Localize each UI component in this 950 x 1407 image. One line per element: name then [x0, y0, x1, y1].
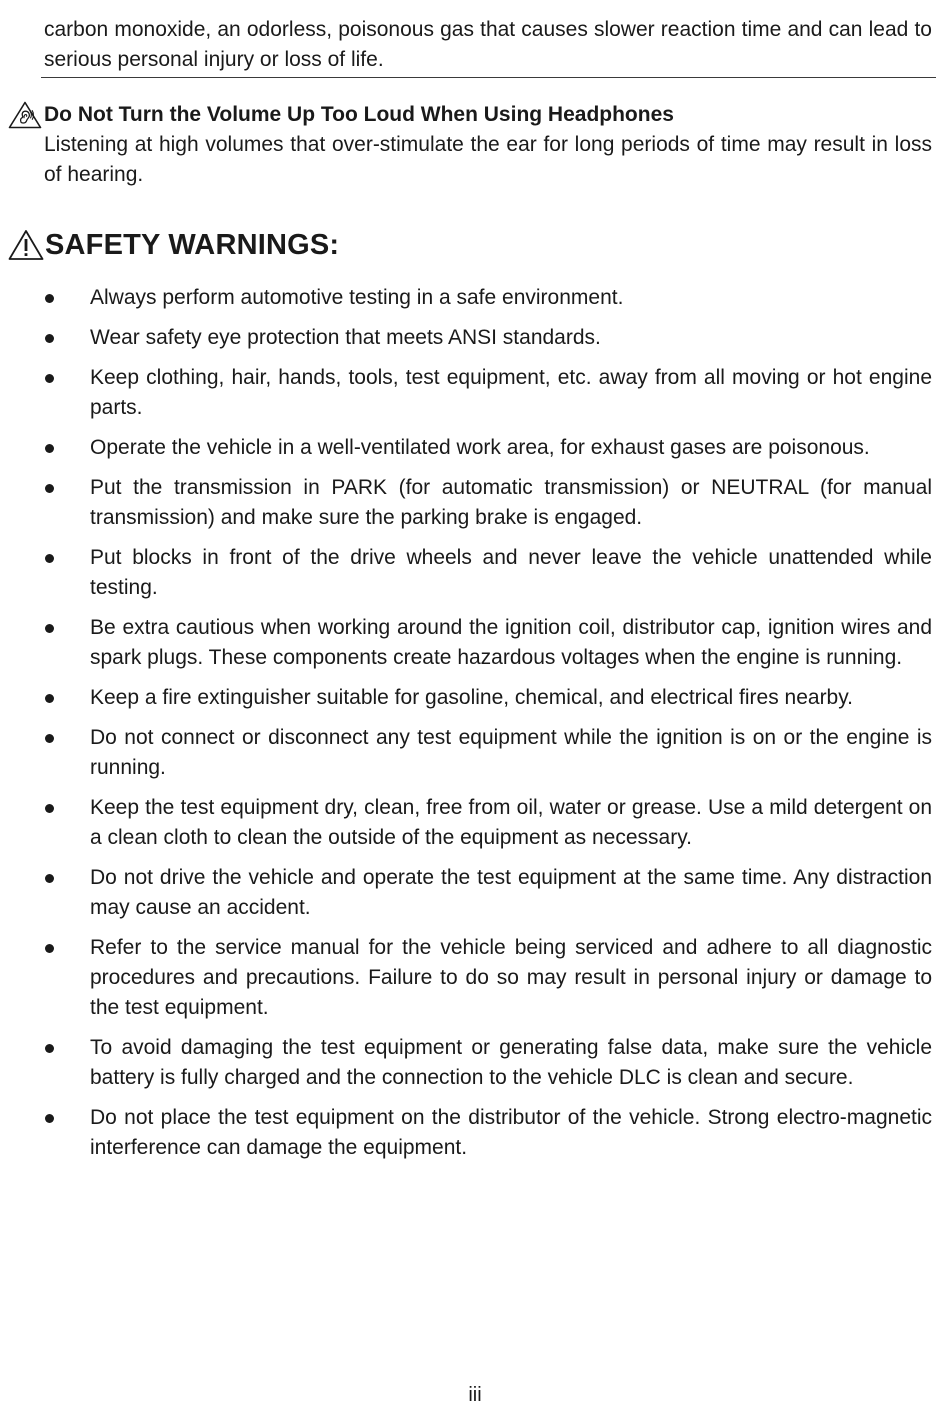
list-item: [0, 723, 950, 783]
list-item-text: Keep clothing, hair, hands, tools, test equipment, etc. away from all moving or hot engine parts.: [90, 366, 932, 419]
safety-warnings-list: [0, 283, 950, 1173]
list-item-text: Keep a fire extinguisher suitable for gasoline, chemical, and electrical fires nearby.: [90, 686, 854, 709]
list-item: [0, 323, 950, 353]
bullet-icon: [45, 694, 54, 703]
ear-caution-icon: [8, 101, 42, 129]
headphone-caution: [8, 100, 932, 190]
list-item-text: Operate the vehicle in a well-ventilated work area, for exhaust gases are poisonous.: [90, 436, 870, 459]
list-item-text: Always perform automotive testing in a safe environment.: [90, 286, 624, 309]
list-item-text: Do not place the test equipment on the distributor of the vehicle. Strong electro-magnetic interference can damage the equipment.: [90, 1106, 932, 1159]
list-item: [0, 433, 950, 463]
list-item-text: Put blocks in front of the drive wheels and never leave the vehicle unattended while testing.: [90, 546, 932, 599]
warning-triangle-icon: [8, 229, 44, 261]
list-item: [0, 473, 950, 533]
intro-paragraph: carbon monoxide, an odorless, poisonous gas that causes slower reaction time and can lead to serious personal injury or loss of life.: [44, 18, 932, 71]
list-item: [0, 1103, 950, 1163]
list-item: [0, 543, 950, 603]
bullet-icon: [45, 484, 54, 493]
bullet-icon: [45, 1114, 54, 1123]
list-item-text: Be extra cautious when working around the ignition coil, distributor cap, ignition wires and spark plugs. These components create hazardous voltages when the engine is running.: [90, 616, 932, 669]
page-number: iii: [468, 1384, 482, 1406]
caution-title-row: [8, 100, 932, 130]
bullet-icon: [45, 374, 54, 383]
safety-warnings-heading: [8, 225, 339, 265]
caution-body: Listening at high volumes that over-stimulate the ear for long periods of time may result in loss of hearing.: [44, 133, 932, 186]
list-item-text: Keep the test equipment dry, clean, free from oil, water or grease. Use a mild detergent on a clean cloth to clean the outside of the equipment as necessary.: [90, 796, 932, 849]
list-item-text: Do not connect or disconnect any test equipment while the ignition is on or the engine is running.: [90, 726, 932, 779]
list-item: [0, 613, 950, 673]
list-item: [0, 863, 950, 923]
section-title: SAFETY WARNINGS:: [45, 229, 340, 261]
list-item: [0, 283, 950, 313]
list-item: [0, 793, 950, 853]
bullet-icon: [45, 1044, 54, 1053]
section-divider: [41, 77, 936, 78]
bullet-icon: [45, 624, 54, 633]
bullet-icon: [45, 554, 54, 563]
bullet-icon: [45, 444, 54, 453]
bullet-icon: [45, 334, 54, 343]
list-item-text: Refer to the service manual for the vehicle being serviced and adhere to all diagnostic procedures and precautions. Failure to do so may result in personal injury or damage to the test equipment.: [90, 936, 932, 1019]
list-item-text: Do not drive the vehicle and operate the test equipment at the same time. Any distraction may cause an accident.: [90, 866, 932, 919]
bullet-icon: [45, 944, 54, 953]
list-item: [0, 683, 950, 713]
list-item: [0, 363, 950, 423]
list-item-text: To avoid damaging the test equipment or generating false data, make sure the vehicle battery is fully charged and the connection to the vehicle DLC is clean and secure.: [90, 1036, 932, 1089]
bullet-icon: [45, 294, 54, 303]
list-item: [0, 1033, 950, 1093]
caution-title: Do Not Turn the Volume Up Too Loud When Using Headphones: [44, 103, 674, 126]
list-item-text: Put the transmission in PARK (for automatic transmission) or NEUTRAL (for manual transmission) and make sure the parking brake is engaged.: [90, 476, 932, 529]
bullet-icon: [45, 804, 54, 813]
list-item: [0, 933, 950, 1023]
bullet-icon: [45, 734, 54, 743]
list-item-text: Wear safety eye protection that meets ANSI standards.: [90, 326, 601, 349]
bullet-icon: [45, 874, 54, 883]
